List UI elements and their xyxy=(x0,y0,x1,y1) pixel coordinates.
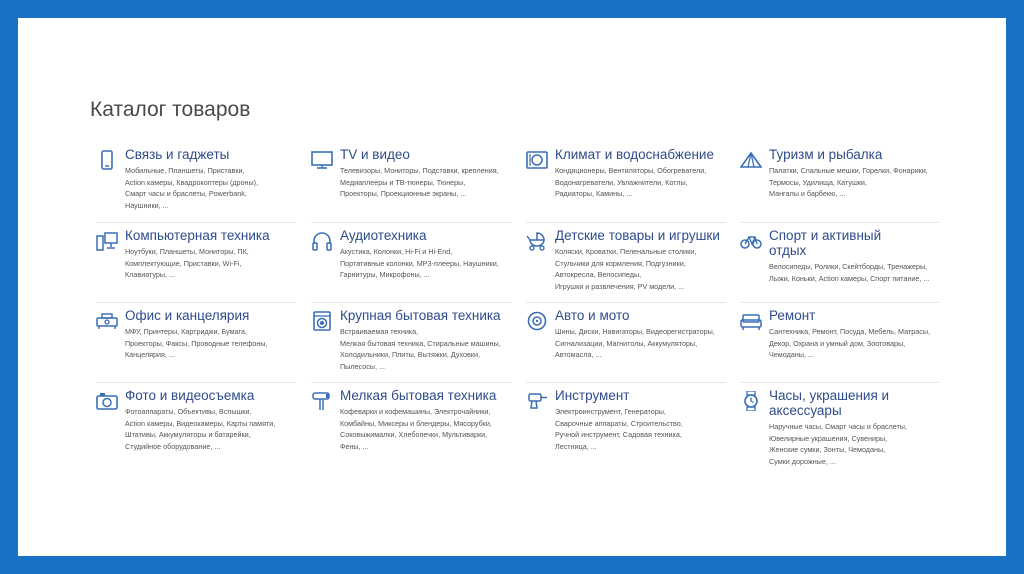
category-2-3 xyxy=(311,308,511,383)
subcategory-line[interactable]: Фены, ... xyxy=(340,441,369,451)
subcategory-line[interactable]: Фотоаппараты, Объективы, Вспышки, xyxy=(125,407,252,416)
subcategory-links xyxy=(555,326,726,361)
subcategory-line[interactable]: Автокресла, Велосипеды, xyxy=(555,270,642,280)
phone-icon[interactable] xyxy=(96,150,118,170)
category-4-2 xyxy=(740,228,940,303)
sofa-icon[interactable] xyxy=(740,311,762,331)
subcategory-line[interactable]: Телевизоры, Мониторы, Подставки, крепления, xyxy=(340,166,499,175)
subcategory-line[interactable]: Коляски, Кроватки, Пеленальные столики, xyxy=(555,247,697,256)
category-4-4 xyxy=(740,388,940,468)
category-2-4 xyxy=(311,388,511,468)
subcategory-links xyxy=(340,165,511,200)
subcategory-line[interactable]: Action камеры, Видеокамеры, Карты памяти, xyxy=(125,418,276,428)
subcategory-line[interactable]: Студийное оборудование, ... xyxy=(125,441,221,451)
subcategory-links xyxy=(340,326,511,372)
category-title-link[interactable]: Спорт и активный отдых xyxy=(769,228,882,258)
subcategory-line[interactable]: Мобильные, Планшеты, Приставки, xyxy=(125,166,245,175)
subcategory-links xyxy=(340,406,511,452)
subcategory-line[interactable]: Велосипеды, Ролики, Скейтборды, Тренажеры, xyxy=(769,262,928,271)
subcategory-line[interactable]: МФУ, Принтеры, Картриджи, Бумага, xyxy=(125,327,247,336)
category-4-3 xyxy=(740,308,940,383)
subcategory-line[interactable]: Канцелярия, ... xyxy=(125,350,175,360)
category-1-2 xyxy=(96,228,296,303)
catalog-column-2 xyxy=(311,142,511,468)
subcategory-line[interactable]: Штативы, Аккумуляторы и батарейки, xyxy=(125,430,251,440)
category-title-link[interactable]: Аудиотехника xyxy=(340,228,427,243)
subcategory-line[interactable]: Наушники, ... xyxy=(125,200,169,210)
subcategory-line[interactable]: Проекторы, Факсы, Проводные телефоны, xyxy=(125,338,268,348)
category-title-link[interactable]: Авто и мото xyxy=(555,308,630,323)
watch-icon[interactable] xyxy=(740,391,762,411)
subcategory-line[interactable]: Игрушки и развлечения, PV модели, ... xyxy=(555,281,685,291)
category-title-link[interactable]: TV и видео xyxy=(340,147,410,162)
subcategory-line[interactable]: Кофеварки и кофемашины, Электрочайники, xyxy=(340,407,491,416)
subcategory-links xyxy=(125,326,296,361)
subcategory-line[interactable]: Чемоданы, ... xyxy=(769,350,814,360)
category-title-link[interactable]: Детские товары и игрушки xyxy=(555,228,720,243)
subcategory-links xyxy=(769,421,940,467)
subcategory-line[interactable]: Акустика, Колонки, Hi-Fi и Hi-End, xyxy=(340,247,453,256)
subcategory-line[interactable]: Пылесосы, ... xyxy=(340,361,385,371)
subcategory-line[interactable]: Смарт часы и браслеты, Powerbank, xyxy=(125,189,247,199)
subcategory-line[interactable]: Портативные колонки, МР3-плееры, Наушники, xyxy=(340,258,499,268)
category-4-1 xyxy=(740,147,940,223)
category-2-1 xyxy=(311,147,511,223)
category-title-link[interactable]: Крупная бытовая техника xyxy=(340,308,501,323)
subcategory-line[interactable]: Action камеры, Квадрокоптеры (дроны), xyxy=(125,177,259,187)
catalog-column-4 xyxy=(740,142,940,468)
subcategory-line[interactable]: Встраиваемая техника, xyxy=(340,327,419,336)
subcategory-line[interactable]: Сигнализации, Магнитолы, Аккумуляторы, xyxy=(555,338,698,348)
computer-icon[interactable] xyxy=(96,231,118,251)
subcategory-line[interactable]: Радиаторы, Камины, ... xyxy=(555,189,633,199)
headphones-icon[interactable] xyxy=(311,231,333,251)
subcategory-links xyxy=(555,406,726,452)
tv-icon[interactable] xyxy=(311,150,333,170)
camera-icon[interactable] xyxy=(96,391,118,411)
subcategory-line[interactable]: Ноутбуки, Планшеты, Мониторы, ПК, xyxy=(125,247,249,256)
category-title-link[interactable]: Туризм и рыбалка xyxy=(769,147,883,162)
subcategory-line[interactable]: Шины, Диски, Навигаторы, Видеорегистраторы, xyxy=(555,327,715,336)
category-title-link[interactable]: Фото и видеосъемка xyxy=(125,388,255,403)
tent-icon[interactable] xyxy=(740,150,762,170)
subcategory-line[interactable]: Медиаплееры и ТВ-тюнеры, Тюнеры, xyxy=(340,177,466,187)
subcategory-line[interactable]: Термосы, Удилища, Катушки, xyxy=(769,177,867,187)
subcategory-line[interactable]: Проекторы, Проекционные экраны, ... xyxy=(340,189,467,199)
subcategory-line[interactable]: Водонагреватели, Увлажнители, Котлы, xyxy=(555,177,688,187)
subcategory-line[interactable]: Холодильники, Плиты, Вытяжки, Духовки, xyxy=(340,350,480,360)
category-3-2 xyxy=(526,228,726,303)
subcategory-line[interactable]: Лестница, ... xyxy=(555,441,597,451)
subcategory-line[interactable]: Женские сумки, Зонты, Чемоданы, xyxy=(769,445,886,455)
category-title-link[interactable]: Связь и гаджеты xyxy=(125,147,230,162)
subcategory-links xyxy=(125,406,296,452)
subcategory-line[interactable]: Клавиатуры, ... xyxy=(125,270,176,280)
subcategory-line[interactable]: Автомасла, ... xyxy=(555,350,602,360)
category-title-link[interactable]: Климат и водоснабжение xyxy=(555,147,714,162)
subcategory-links xyxy=(769,261,940,284)
subcategory-links xyxy=(125,165,296,211)
subcategory-line[interactable]: Мангалы и барбекю, ... xyxy=(769,189,846,199)
category-3-1 xyxy=(526,147,726,223)
category-1-3 xyxy=(96,308,296,383)
subcategory-line[interactable]: Соковыжималки, Хлебопечки, Мультиварки, xyxy=(340,430,488,440)
category-title-link[interactable]: Офис и канцелярия xyxy=(125,308,250,323)
drill-icon[interactable] xyxy=(526,391,548,411)
subcategory-line[interactable]: Декор, Охрана и умный дом, Зоотовары, xyxy=(769,338,906,348)
category-3-4 xyxy=(526,388,726,468)
washing-machine-icon[interactable] xyxy=(311,311,333,331)
subcategory-line[interactable]: Лыжи, Коньки, Action камеры, Спорт питание, ... xyxy=(769,273,930,283)
subcategory-line[interactable]: Комбайны, Миксеры и блендеры, Мясорубки, xyxy=(340,418,492,428)
catalog-column-3 xyxy=(526,142,726,468)
subcategory-line[interactable]: Комплектующие, Приставки, Wi-Fi, xyxy=(125,258,242,268)
category-1-1 xyxy=(96,147,296,223)
category-title-link[interactable]: Инструмент xyxy=(555,388,630,403)
subcategory-line[interactable]: Сумки дорожные, ... xyxy=(769,456,836,466)
subcategory-links xyxy=(125,246,296,281)
category-2-2 xyxy=(311,228,511,303)
air-conditioner-icon[interactable] xyxy=(526,150,548,170)
subcategory-line[interactable]: Мелкая бытовая техника, Стиральные машины, xyxy=(340,338,501,348)
subcategory-line[interactable]: Сантехника, Ремонт, Посуда, Мебель, Матрасы, xyxy=(769,327,930,336)
catalog-column-1 xyxy=(96,142,296,468)
subcategory-line[interactable]: Ручной инструмент, Садовая техника, xyxy=(555,430,682,440)
subcategory-links xyxy=(769,326,940,361)
category-title-link[interactable]: Мелкая бытовая техника xyxy=(340,388,497,403)
subcategory-links xyxy=(555,246,726,292)
subcategory-line[interactable]: Ювелирные украшения, Сувениры, xyxy=(769,433,888,443)
mixer-icon[interactable] xyxy=(311,391,333,411)
category-title-link[interactable]: Компьютерная техника xyxy=(125,228,270,243)
printer-icon[interactable] xyxy=(96,311,118,331)
category-title-link[interactable]: Часы, украшения и аксессуары xyxy=(769,388,890,418)
category-1-4 xyxy=(96,388,296,468)
subcategory-line[interactable]: Палатки, Спальные мешки, Горелки, Фонарики, xyxy=(769,166,928,175)
subcategory-line[interactable]: Гарнитуры, Микрофоны, ... xyxy=(340,270,430,280)
subcategory-line[interactable]: Сварочные аппараты, Строительство, xyxy=(555,418,683,428)
stroller-icon[interactable] xyxy=(526,231,548,251)
subcategory-line[interactable]: Электроинструмент, Генераторы, xyxy=(555,407,666,416)
subcategory-links xyxy=(555,165,726,200)
subcategory-line[interactable]: Наручные часы, Смарт часы и браслеты, xyxy=(769,422,907,431)
page-title: Каталог товаров xyxy=(90,98,251,121)
category-title-link[interactable]: Ремонт xyxy=(769,308,816,323)
subcategory-links xyxy=(769,165,940,200)
subcategory-links xyxy=(340,246,511,281)
subcategory-line[interactable]: Стульчики для кормления, Подгузники, xyxy=(555,258,686,268)
category-3-3 xyxy=(526,308,726,383)
bicycle-icon[interactable] xyxy=(740,231,762,251)
catalog-panel xyxy=(18,18,1006,556)
tire-icon[interactable] xyxy=(526,311,548,331)
subcategory-line[interactable]: Кондиционеры, Вентиляторы, Обогреватели, xyxy=(555,166,707,175)
